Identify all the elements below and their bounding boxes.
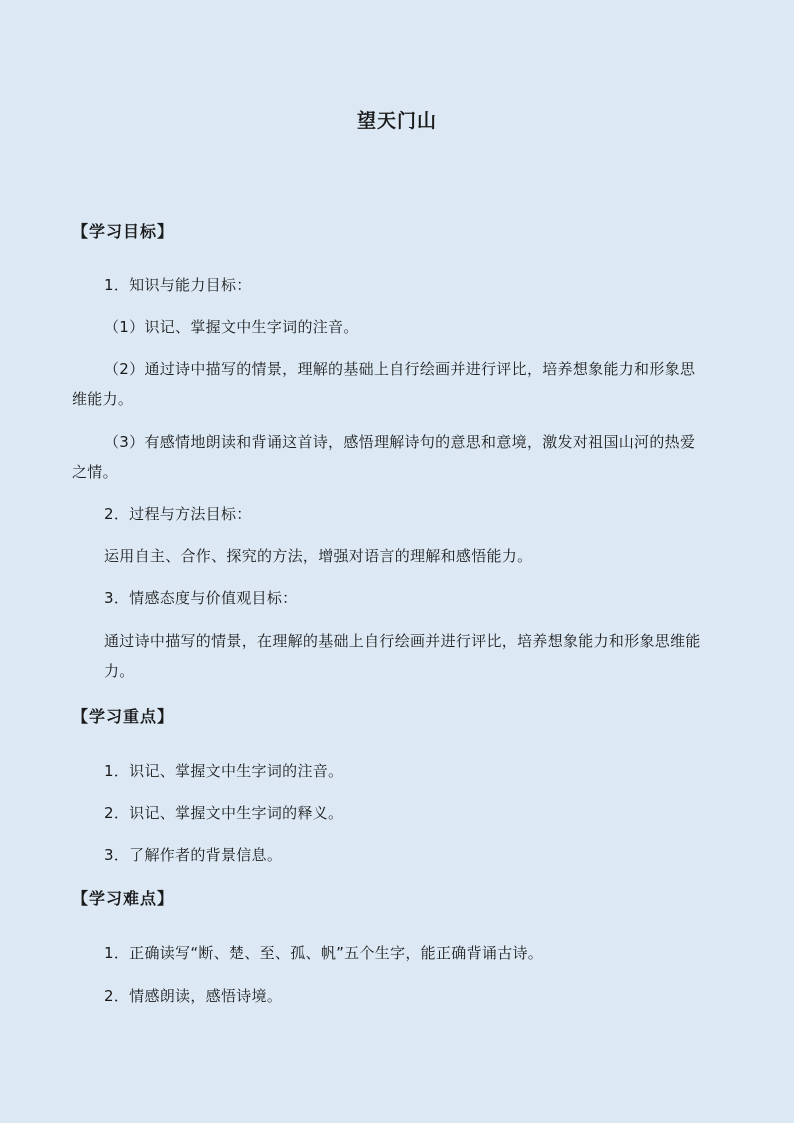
objective-item-1-sub-3-line-2: 之情。 <box>72 463 118 481</box>
key-point-item-1: 1．识记、掌握文中生字词的注音。 <box>104 762 344 780</box>
objective-item-3-text-line-2: 力。 <box>104 662 135 680</box>
document-title: 望天门山 <box>356 110 437 132</box>
objective-item-1: 1．知识与能力目标： <box>104 276 252 294</box>
section-heading-objectives: 【学习目标】 <box>72 222 175 241</box>
objective-item-2: 2．过程与方法目标： <box>104 505 252 523</box>
objective-item-2-text: 运用自主、合作、探究的方法，增强对语言的理解和感悟能力。 <box>104 547 533 565</box>
difficulty-item-2: 2．情感朗读，感悟诗境。 <box>104 987 283 1005</box>
difficulty-item-1: 1．正确读写“断、楚、至、孤、帆”五个生字，能正确背诵古诗。 <box>104 944 544 962</box>
key-point-item-3: 3．了解作者的背景信息。 <box>104 846 283 864</box>
objective-item-3-text-line-1: 通过诗中描写的情景，在理解的基础上自行绘画并进行评比，培养想象能力和形象思维能 <box>104 632 701 650</box>
objective-item-1-sub-3-line-1: （3）有感情地朗读和背诵这首诗，感悟理解诗句的意思和意境，激发对祖国山河的热爱 <box>104 433 696 451</box>
objective-item-3: 3．情感态度与价值观目标： <box>104 589 298 607</box>
section-heading-difficulties: 【学习难点】 <box>72 889 175 908</box>
objective-item-1-sub-2-line-1: （2）通过诗中描写的情景，理解的基础上自行绘画并进行评比，培养想象能力和形象思 <box>104 360 696 378</box>
objective-item-1-sub-2-line-2: 维能力。 <box>72 390 134 408</box>
objective-item-1-sub-1: （1）识记、掌握文中生字词的注音。 <box>104 318 359 336</box>
section-heading-key-points: 【学习重点】 <box>72 707 175 726</box>
key-point-item-2: 2．识记、掌握文中生字词的释义。 <box>104 804 344 822</box>
